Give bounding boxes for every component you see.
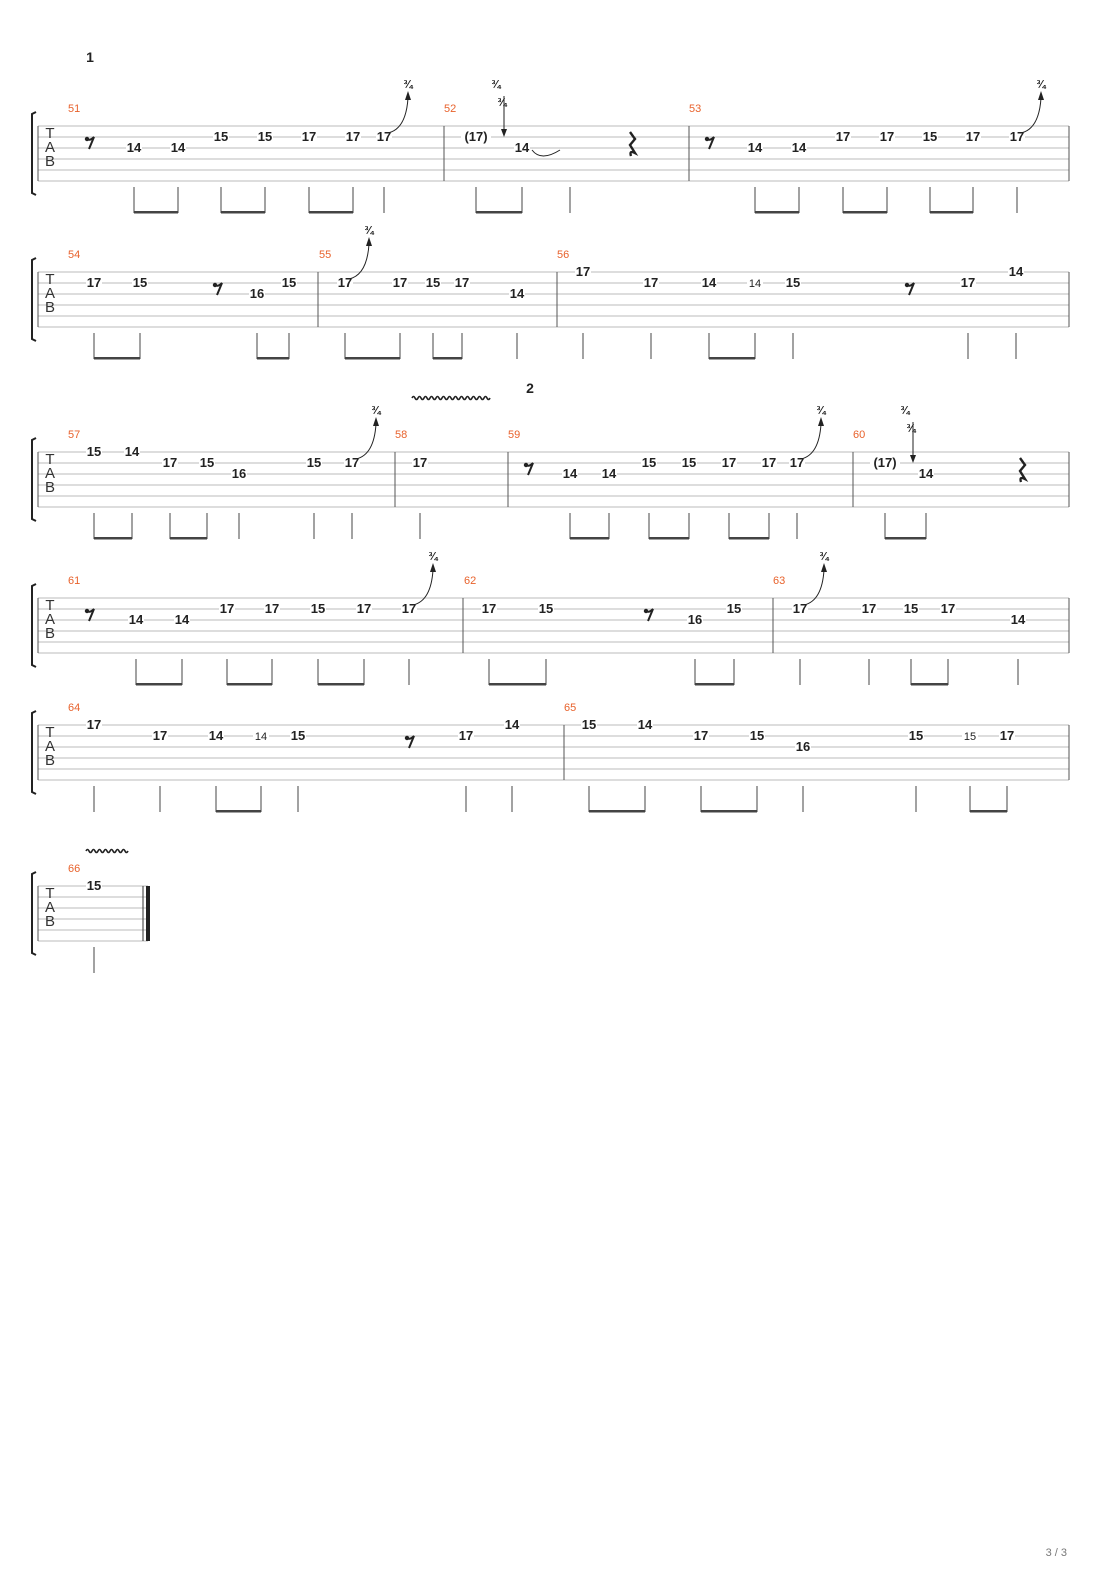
fret-number: 17 [960, 275, 976, 290]
bend-arrowhead [430, 563, 436, 572]
bend-curve [356, 424, 376, 459]
fret-number: 14 [748, 278, 762, 290]
system-bracket [32, 112, 36, 195]
measure-number: 54 [68, 249, 81, 261]
fret-number: 14 [791, 140, 807, 155]
beam [885, 537, 926, 540]
tab-clef-letter: T [45, 724, 55, 741]
fret-number: 17 [376, 129, 392, 144]
tab-clef-letter: A [44, 465, 56, 482]
tab-clef-letter: A [44, 738, 56, 755]
tab-system [32, 49, 1069, 214]
fret-number: 14 [509, 286, 525, 301]
fret-number: 14 [562, 466, 578, 481]
eighth-rest-dot [524, 463, 528, 467]
fret-number: 17 [344, 455, 360, 470]
eighth-rest-dot [905, 283, 909, 287]
fret-number: 14 [174, 612, 190, 627]
fret-number: 14 [637, 717, 653, 732]
beam [476, 211, 522, 214]
release-arrowhead [501, 129, 507, 137]
fret-number: 17 [643, 275, 659, 290]
eighth-rest-dot [405, 736, 409, 740]
measure-number: 57 [68, 429, 81, 441]
fret-number: 17 [761, 455, 777, 470]
fret-number: 15 [641, 455, 657, 470]
tab-system [32, 225, 1069, 360]
fret-number: (17) [873, 455, 897, 470]
vibrato-marking [86, 850, 128, 853]
system-bracket [32, 584, 36, 667]
fret-number: 15 [581, 717, 597, 732]
fret-number: 15 [425, 275, 441, 290]
fret-number: 15 [281, 275, 297, 290]
measure-number: 64 [68, 702, 81, 714]
fret-number: 14 [170, 140, 186, 155]
fret-number: 14 [126, 140, 142, 155]
page-number: 3 / 3 [1045, 1547, 1067, 1559]
fret-number: 17 [454, 275, 470, 290]
tab-clef-letter: T [45, 271, 55, 288]
tab-clef-letter: T [45, 885, 55, 902]
fret-number: 17 [575, 264, 591, 279]
fret-number: 14 [1008, 264, 1024, 279]
tab-system [32, 702, 1069, 813]
tab-system [32, 850, 150, 974]
fret-number: 14 [601, 466, 617, 481]
beam [170, 537, 207, 540]
fret-number: 17 [264, 601, 280, 616]
beam [701, 810, 757, 813]
system-bracket [32, 258, 36, 341]
fret-number: 17 [721, 455, 737, 470]
fret-number: 15 [257, 129, 273, 144]
fret-number: 14 [701, 275, 717, 290]
beam [755, 211, 799, 214]
measure-number: 66 [68, 863, 81, 875]
tab-clef-letter: A [44, 285, 56, 302]
fret-number: 15 [86, 444, 102, 459]
beam [221, 211, 265, 214]
measure-number: 55 [319, 249, 332, 261]
fret-number: 17 [835, 129, 851, 144]
beam [94, 357, 140, 360]
tab-clef-letter: T [45, 597, 55, 614]
beam [729, 537, 769, 540]
bend-curve [349, 244, 369, 279]
release-arrowhead [910, 455, 916, 463]
measure-number: 52 [444, 103, 457, 115]
fret-number: 17 [879, 129, 895, 144]
bend-amount: ¾ [1036, 79, 1046, 91]
beam [649, 537, 689, 540]
measure-number: 61 [68, 575, 81, 587]
bend-amount: ¾ [364, 225, 374, 237]
bend-arrowhead [821, 563, 827, 572]
fret-number: 17 [401, 601, 417, 616]
bend-amount: ¾ [371, 405, 381, 417]
prebend-amount: ¾ [906, 423, 916, 435]
system-bracket [32, 438, 36, 521]
bend-arrowhead [366, 237, 372, 246]
fret-number: 15 [132, 275, 148, 290]
fret-number: 14 [254, 731, 268, 743]
fret-number: 17 [861, 601, 877, 616]
fret-number: 17 [345, 129, 361, 144]
measure-number: 53 [689, 103, 702, 115]
fret-number: 16 [249, 286, 265, 301]
beam [216, 810, 261, 813]
tab-clef-letter: A [44, 611, 56, 628]
beam [257, 357, 289, 360]
beam [709, 357, 755, 360]
fret-number: 17 [219, 601, 235, 616]
fret-number: 17 [693, 728, 709, 743]
fret-number: 15 [310, 601, 326, 616]
fret-number: 17 [162, 455, 178, 470]
release-amount: ¾ [900, 405, 910, 417]
beam [970, 810, 1007, 813]
bend-curve [804, 570, 824, 605]
fret-number: 17 [481, 601, 497, 616]
fret-number: 15 [908, 728, 924, 743]
fret-number: (17) [464, 129, 488, 144]
tab-clef-letter: A [44, 899, 56, 916]
fret-number: 17 [152, 728, 168, 743]
quarter-rest [1020, 458, 1025, 482]
release-amount: ¾ [491, 79, 501, 91]
fret-number: 17 [86, 717, 102, 732]
tab-clef-letter: B [44, 913, 56, 930]
measure-number: 60 [853, 429, 866, 441]
fret-number: 15 [213, 129, 229, 144]
fret-number: 15 [726, 601, 742, 616]
fret-number: 17 [392, 275, 408, 290]
fret-number: 15 [538, 601, 554, 616]
tab-clef-letter: T [45, 125, 55, 142]
tab-clef-letter: T [45, 451, 55, 468]
fret-number: 14 [747, 140, 763, 155]
fret-number: 14 [1010, 612, 1026, 627]
tab-clef-letter: B [44, 479, 56, 496]
beam [911, 683, 948, 686]
eighth-rest-dot [85, 137, 89, 141]
fret-number: 16 [687, 612, 703, 627]
beam [345, 357, 400, 360]
beam [570, 537, 609, 540]
measure-number: 56 [557, 249, 570, 261]
fret-number: 17 [337, 275, 353, 290]
bend-arrowhead [818, 417, 824, 426]
tab-system [32, 380, 1069, 540]
tab-clef-letter: A [44, 139, 56, 156]
fret-number: 17 [940, 601, 956, 616]
fret-number: 14 [514, 140, 530, 155]
quarter-rest [630, 132, 635, 156]
vibrato-marking [412, 397, 490, 400]
prebend-amount: ¾ [497, 97, 507, 109]
measure-number: 58 [395, 429, 408, 441]
beam [94, 537, 132, 540]
final-barline-thick [146, 886, 150, 941]
fret-number: 15 [963, 731, 977, 743]
beam [843, 211, 887, 214]
fret-number: 17 [458, 728, 474, 743]
fret-number: 17 [792, 601, 808, 616]
measure-number: 65 [564, 702, 577, 714]
bend-arrowhead [373, 417, 379, 426]
fret-number: 14 [124, 444, 140, 459]
fret-number: 17 [789, 455, 805, 470]
system-bracket [32, 711, 36, 794]
system-bracket [32, 872, 36, 955]
fret-number: 17 [86, 275, 102, 290]
fret-number: 17 [999, 728, 1015, 743]
fret-number: 14 [918, 466, 934, 481]
fret-number: 15 [306, 455, 322, 470]
fret-number: 15 [903, 601, 919, 616]
bend-amount: ¾ [403, 79, 413, 91]
fret-number: 16 [231, 466, 247, 481]
bend-curve [388, 98, 408, 133]
bend-amount: ¾ [816, 405, 826, 417]
beam [695, 683, 734, 686]
tab-clef-letter: B [44, 752, 56, 769]
beam [489, 683, 546, 686]
tab-system [32, 551, 1069, 686]
fret-number: 14 [208, 728, 224, 743]
tie-arc [532, 150, 560, 156]
fret-number: 17 [356, 601, 372, 616]
beam [589, 810, 645, 813]
tab-clef-letter: B [44, 625, 56, 642]
bend-arrowhead [405, 91, 411, 100]
fret-number: 17 [965, 129, 981, 144]
fret-number: 15 [199, 455, 215, 470]
bend-amount: ¾ [819, 551, 829, 563]
eighth-rest-dot [213, 283, 217, 287]
fret-number: 14 [128, 612, 144, 627]
fret-number: 17 [1009, 129, 1025, 144]
eighth-rest-dot [644, 609, 648, 613]
tab-clef-letter: B [44, 153, 56, 170]
section-mark: 1 [86, 49, 94, 65]
measure-number: 62 [464, 575, 477, 587]
bend-curve [1021, 98, 1041, 133]
fret-number: 15 [749, 728, 765, 743]
tab-clef-letter: B [44, 299, 56, 316]
fret-number: 15 [785, 275, 801, 290]
beam [309, 211, 353, 214]
measure-number: 59 [508, 429, 521, 441]
fret-number: 17 [412, 455, 428, 470]
fret-number: 15 [86, 878, 102, 893]
beam [227, 683, 272, 686]
section-mark: 2 [526, 380, 534, 396]
fret-number: 15 [290, 728, 306, 743]
beam [134, 211, 178, 214]
bend-arrowhead [1038, 91, 1044, 100]
beam [136, 683, 182, 686]
fret-number: 15 [922, 129, 938, 144]
eighth-rest-dot [85, 609, 89, 613]
fret-number: 14 [504, 717, 520, 732]
fret-number: 16 [795, 739, 811, 754]
fret-number: 17 [301, 129, 317, 144]
bend-amount: ¾ [428, 551, 438, 563]
beam [318, 683, 364, 686]
bend-curve [801, 424, 821, 459]
beam [433, 357, 462, 360]
bend-curve [413, 570, 433, 605]
measure-number: 51 [68, 103, 81, 115]
eighth-rest-dot [705, 137, 709, 141]
beam [930, 211, 973, 214]
fret-number: 15 [681, 455, 697, 470]
measure-number: 63 [773, 575, 786, 587]
